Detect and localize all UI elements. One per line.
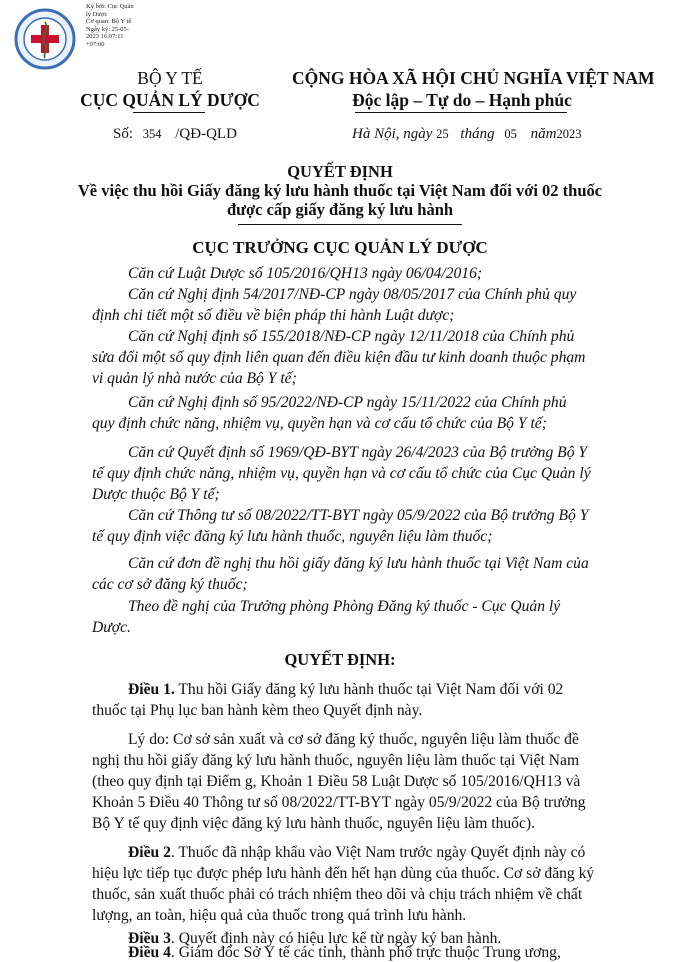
number-value: 354 bbox=[142, 127, 162, 141]
preamble-line: Dược. bbox=[92, 619, 131, 636]
document-subject-line: được cấp giấy đăng ký lưu hành bbox=[226, 200, 454, 219]
article-4-text: . Giám đốc Sở Y tế các tỉnh, thành phố trực thuộc Trung ương, bbox=[170, 944, 561, 961]
country-name: CỘNG HÒA XÃ HỘI CHỦ NGHĨA VIỆT NAM bbox=[292, 68, 655, 88]
date-day: 25 bbox=[436, 127, 449, 141]
document-number bbox=[113, 126, 237, 143]
title-underline bbox=[238, 224, 462, 225]
preamble-line: Theo đề nghị của Trưởng phòng Phòng Đăng ký thuốc - Cục Quản lý bbox=[128, 598, 561, 615]
reason-line: nghị thu hồi giấy đăng ký lưu hành thuốc, nguyên liệu làm thuốc tại Việt Nam bbox=[92, 752, 580, 769]
signature-line: 2023 16:07:11 bbox=[86, 33, 124, 41]
seal-icon bbox=[14, 8, 76, 70]
preamble-line: Căn cứ Nghị định 54/2017/NĐ-CP ngày 08/05/2017 của Chính phủ quy bbox=[128, 286, 577, 303]
article-1 bbox=[128, 681, 563, 699]
preamble-line: tế quy định chức năng, nhiệm vụ, quyền hạn và cơ cấu tổ chức của Cục Quản lý bbox=[92, 465, 591, 482]
article-2 bbox=[128, 844, 585, 862]
signature-line: Cơ quan: Bộ Y tế bbox=[86, 18, 132, 26]
date-month-label: tháng bbox=[460, 126, 495, 142]
article-2-text: thuốc, sản xuất thuốc phải có trách nhiệm theo dõi và chịu trách nhiệm về chất bbox=[92, 886, 583, 903]
preamble-line: quy định chức năng, nhiệm vụ, quyền hạn và cơ cấu tổ chức của Bộ Y tế; bbox=[92, 415, 547, 432]
preamble-line: định chi tiết một số điều về biện pháp thi hành Luật dược; bbox=[92, 307, 455, 324]
motto-underline bbox=[355, 112, 567, 113]
preamble-line: Căn cứ Nghị định số 155/2018/NĐ-CP ngày 12/11/2018 của Chính phủ bbox=[128, 328, 575, 345]
reason-line: Bộ Y tế quy định việc đăng ký lưu hành thuốc, nguyên liệu làm thuốc). bbox=[92, 815, 535, 832]
article-2-text: hiệu lực tiếp tục được phép lưu hành đến hết hạn dùng của thuốc. Cơ sở đăng ký bbox=[92, 865, 595, 882]
signature-line: +07:00 bbox=[86, 40, 105, 48]
article-1-label: Điều 1. bbox=[128, 681, 175, 698]
preamble-line: Căn cứ Luật Dược số 105/2016/QH13 ngày 06/04/2016; bbox=[128, 265, 483, 282]
date-place: Hà Nội, ngày bbox=[352, 126, 433, 142]
number-prefix: Số: bbox=[113, 126, 134, 142]
digital-signature-info bbox=[86, 3, 154, 49]
preamble-line: Dược thuộc Bộ Y tế; bbox=[92, 486, 220, 503]
article-1-text: thuốc tại Phụ lục ban hành kèm theo Quyết định này. bbox=[92, 702, 423, 719]
preamble-line: Căn cứ đơn đề nghị thu hồi giấy đăng ký lưu hành thuốc tại Việt Nam của bbox=[128, 555, 589, 572]
signature-line: Ký bởi: Cục Quản bbox=[86, 3, 134, 10]
reason-line: Lý do: Cơ sở sản xuất và cơ sở đăng ký thuốc, nguyên liệu làm thuốc đề bbox=[128, 731, 579, 748]
preamble-line: Căn cứ Nghị định số 95/2022/NĐ-CP ngày 15/11/2022 của Chính phủ bbox=[128, 394, 567, 411]
issuing-authority: CỤC TRƯỞNG CỤC QUẢN LÝ DƯỢC bbox=[192, 238, 488, 257]
article-4-label: Điều 4 bbox=[128, 944, 171, 961]
document-heading: QUYẾT ĐỊNH bbox=[287, 162, 393, 181]
article-2-text: lượng, an toàn, hiệu quả của thuốc trong quá trình lưu hành. bbox=[92, 907, 467, 924]
date-year-label: năm bbox=[530, 126, 557, 142]
ministry-name: BỘ Y TẾ bbox=[137, 68, 203, 88]
preamble-line: Căn cứ Thông tư số 08/2022/TT-BYT ngày 05/9/2022 của Bộ trưởng Bộ Y bbox=[128, 507, 589, 524]
signature-line: lý Dược bbox=[86, 10, 108, 18]
reason-line: Khoản 5 Điều 40 Thông tư số 08/2022/TT-BYT ngày 05/9/2022 của Bộ trưởng bbox=[92, 794, 586, 811]
document-date bbox=[352, 126, 581, 143]
preamble-line: Căn cứ Quyết định số 1969/QĐ-BYT ngày 26/4/2023 của Bộ trưởng Bộ Y bbox=[128, 444, 588, 461]
signature-line: Ngày ký: 25-05- bbox=[86, 25, 129, 33]
reason-line: (theo quy định tại Điểm g, Khoản 1 Điều 58 Luật Dược số 105/2016/QH13 và bbox=[92, 773, 581, 790]
article-3-text: . Quyết định này có hiệu lực kể từ ngày ký ban hành. bbox=[170, 930, 502, 947]
date-year: 2023 bbox=[556, 127, 582, 141]
preamble-line: vi quản lý nhà nước của Bộ Y tế; bbox=[92, 370, 297, 387]
agency-underline bbox=[133, 112, 205, 113]
article-4 bbox=[128, 944, 561, 962]
preamble-line: các cơ sở đăng ký thuốc; bbox=[92, 576, 248, 593]
decision-heading: QUYẾT ĐỊNH: bbox=[284, 650, 396, 669]
date-month: 05 bbox=[504, 127, 517, 141]
agency-name: CỤC QUẢN LÝ DƯỢC bbox=[80, 90, 260, 110]
article-3-label: Điều 3 bbox=[128, 930, 171, 947]
document-subject-line: Về việc thu hồi Giấy đăng ký lưu hành thuốc tại Việt Nam đối với 02 thuốc bbox=[77, 181, 603, 200]
preamble-line: tế quy định việc đăng ký lưu hành thuốc, nguyên liệu làm thuốc; bbox=[92, 528, 493, 545]
motto: Độc lập – Tự do – Hạnh phúc bbox=[352, 90, 572, 110]
number-suffix: /QĐ-QLD bbox=[175, 126, 237, 142]
article-1-text: Thu hồi Giấy đăng ký lưu hành thuốc tại Việt Nam đối với 02 bbox=[174, 681, 564, 698]
preamble-line: sửa đổi một số quy định liên quan đến điều kiện đầu tư kinh doanh thuộc phạm bbox=[92, 349, 586, 366]
article-2-text: . Thuốc đã nhập khẩu vào Việt Nam trước ngày Quyết định này có bbox=[170, 844, 586, 861]
article-2-label: Điều 2 bbox=[128, 844, 171, 861]
